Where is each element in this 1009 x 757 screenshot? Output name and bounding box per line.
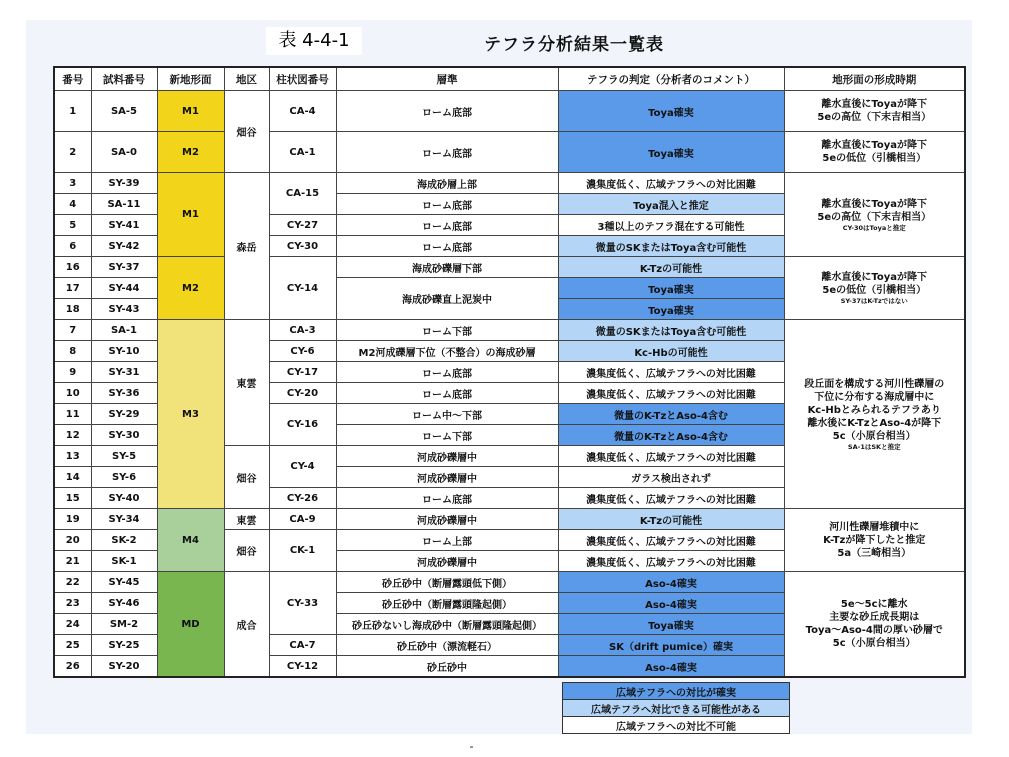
sample-id: SY-6	[91, 467, 157, 488]
formation-line: 5eの高位（下末吉相当）	[817, 211, 932, 223]
sample-id: SY-42	[91, 236, 157, 257]
formation-line: 離水直後にToyaが降下	[821, 99, 928, 110]
judgment-cell: 微量のSKまたはToya含む可能性	[558, 236, 784, 257]
table-number-label: 表 4-4-1	[266, 27, 362, 55]
layer-cell: ローム下部	[336, 425, 558, 446]
formation-line: 5eの低位（引橋相当）	[822, 153, 927, 164]
row-number: 23	[54, 593, 91, 614]
sample-id: SM-2	[91, 614, 157, 635]
layer-cell: 河成砂礫層中	[336, 446, 558, 467]
district-cell: 森岳	[224, 173, 269, 320]
sample-id: SY-10	[91, 341, 157, 362]
formation-line: 5eの低位（引橋相当）	[822, 285, 927, 296]
sample-id: SK-2	[91, 530, 157, 551]
layer-cell: 海成砂層上部	[336, 173, 558, 194]
row-number: 19	[54, 509, 91, 530]
sample-id: SY-30	[91, 425, 157, 446]
sample-id: SY-36	[91, 383, 157, 404]
judgment-cell: Toya確実	[558, 91, 784, 132]
row-number: 2	[54, 132, 91, 173]
formation-line: 主要な砂丘成長期は	[829, 612, 920, 623]
judgment-cell: Aso-4確実	[558, 593, 784, 614]
layer-cell: ローム底部	[336, 488, 558, 509]
formation-line: 離水直後にToyaが降下	[821, 272, 928, 283]
surface-cell: M1	[157, 173, 224, 257]
surface-cell: M1	[157, 91, 224, 132]
layer-cell: ローム上部	[336, 530, 558, 551]
column-cell: CY-4	[269, 446, 336, 488]
sample-id: SA-1	[91, 320, 157, 341]
formation-cell	[784, 173, 965, 257]
judgment-cell: Toya確実	[558, 299, 784, 320]
layer-cell: 海成砂礫層下部	[336, 257, 558, 278]
judgment-cell: Toya混入と推定	[558, 194, 784, 215]
formation-line: 5c（小原台相当）	[832, 638, 916, 649]
column-cell: CY-30	[269, 236, 336, 257]
column-cell: CY-33	[269, 572, 336, 635]
layer-cell: 砂丘砂中	[336, 656, 558, 678]
column-cell: CY-6	[269, 341, 336, 362]
judgment-cell: 微量のK-TzとAso-4含む	[558, 425, 784, 446]
sample-id: SY-37	[91, 257, 157, 278]
formation-line: 離水直後にToyaが降下	[821, 198, 928, 210]
judgment-cell: 濃集度低く、広域テフラへの対比困難	[558, 530, 784, 551]
formation-line: Toya～Aso-4間の厚い砂層で	[805, 625, 943, 636]
formation-cell	[784, 320, 965, 509]
judgment-cell: K-Tzの可能性	[558, 509, 784, 530]
formation-cell	[784, 257, 965, 320]
column-cell: CA-4	[269, 91, 336, 132]
column-cell: CA-3	[269, 320, 336, 341]
sample-id: SY-41	[91, 215, 157, 236]
layer-cell: ローム底部	[336, 132, 558, 173]
layer-cell: 河成砂礫層中	[336, 509, 558, 530]
sample-id: SY-43	[91, 299, 157, 320]
sample-id: SY-31	[91, 362, 157, 383]
row-number: 8	[54, 341, 91, 362]
row-number: 24	[54, 614, 91, 635]
judgment-cell: Aso-4確実	[558, 572, 784, 593]
surface-cell: M2	[157, 257, 224, 320]
judgment-cell: K-Tzの可能性	[558, 257, 784, 278]
stray-mark	[470, 746, 473, 748]
surface-cell: M4	[157, 509, 224, 572]
header-no: 番号	[54, 67, 91, 91]
column-cell: CY-16	[269, 404, 336, 446]
sample-id: SA-5	[91, 91, 157, 132]
formation-line: 5eの高位（下末吉相当）	[817, 112, 932, 123]
formation-line: 段丘面を構成する河川性礫層の	[804, 378, 945, 390]
formation-line: 5e～5cに離水	[840, 599, 908, 610]
judgment-cell: Toya確実	[558, 614, 784, 635]
district-cell: 畑谷	[224, 91, 269, 173]
district-cell: 畑谷	[224, 446, 269, 509]
tephra-results-table	[53, 66, 966, 678]
row-number: 9	[54, 362, 91, 383]
table-row	[54, 509, 965, 530]
judgment-cell: 濃集度低く、広域テフラへの対比困難	[558, 173, 784, 194]
surface-cell: M3	[157, 320, 224, 509]
table-row	[54, 257, 965, 278]
judgment-cell: 濃集度低く、広域テフラへの対比困難	[558, 383, 784, 404]
row-number: 1	[54, 91, 91, 132]
formation-note: SY-37はK-Tzではない	[840, 297, 908, 305]
legend-row	[563, 683, 790, 700]
formation-note: CY-30はToyaと推定	[842, 223, 906, 232]
column-cell: CY-14	[269, 257, 336, 320]
header-layer: 層準	[336, 67, 558, 91]
sample-id: SY-34	[91, 509, 157, 530]
judgment-cell: 3種以上のテフラ混在する可能性	[558, 215, 784, 236]
judgment-cell: Kc-Hbの可能性	[558, 341, 784, 362]
header-column: 柱状図番号	[269, 67, 336, 91]
judgment-cell: ガラス検出されず	[558, 467, 784, 488]
document-title: テフラ分析結果一覧表	[484, 35, 664, 55]
formation-cell	[784, 91, 965, 132]
row-number: 21	[54, 551, 91, 572]
legend-possible: 広域テフラへ対比できる可能性がある	[563, 700, 790, 717]
table-header-row	[54, 67, 965, 91]
legend-none: 広域テフラへの対比不可能	[563, 717, 790, 734]
layer-cell: ローム底部	[336, 236, 558, 257]
sample-id: SY-40	[91, 488, 157, 509]
formation-line: 5a（三崎相当）	[837, 547, 912, 559]
layer-cell: ローム底部	[336, 215, 558, 236]
color-legend	[562, 682, 790, 734]
sample-id: SY-45	[91, 572, 157, 593]
column-cell: CY-27	[269, 215, 336, 236]
column-cell: CY-12	[269, 656, 336, 678]
layer-cell: ローム底部	[336, 362, 558, 383]
judgment-cell: 微量のSKまたはToya含む可能性	[558, 320, 784, 341]
layer-cell: ローム下部	[336, 320, 558, 341]
formation-line: K-Tzが降下したと推定	[823, 534, 926, 546]
layer-cell: 砂丘砂中（断層露頭低下側）	[336, 572, 558, 593]
table-row	[54, 173, 965, 194]
formation-cell	[784, 509, 965, 572]
sample-id: SY-20	[91, 656, 157, 678]
formation-line: 5c（小原台相当）	[832, 430, 916, 442]
row-number: 7	[54, 320, 91, 341]
table-row	[54, 320, 965, 341]
row-number: 18	[54, 299, 91, 320]
judgment-cell: 濃集度低く、広域テフラへの対比困難	[558, 362, 784, 383]
row-number: 6	[54, 236, 91, 257]
table-row	[54, 572, 965, 593]
header-district: 地区	[224, 67, 269, 91]
judgment-cell: Toya確実	[558, 132, 784, 173]
judgment-cell: 濃集度低く、広域テフラへの対比困難	[558, 446, 784, 467]
row-number: 5	[54, 215, 91, 236]
formation-line: 離水直後にToyaが降下	[821, 140, 928, 151]
layer-cell: ローム底部	[336, 91, 558, 132]
column-cell: CK-1	[269, 530, 336, 572]
layer-cell: ローム中～下部	[336, 404, 558, 425]
layer-cell: ローム底部	[336, 383, 558, 404]
header-judgment: テフラの判定（分析者のコメント）	[558, 67, 784, 91]
row-number: 10	[54, 383, 91, 404]
layer-cell: 河成砂礫層中	[336, 467, 558, 488]
judgment-cell: Aso-4確実	[558, 656, 784, 678]
column-cell: CA-15	[269, 173, 336, 215]
row-number: 4	[54, 194, 91, 215]
layer-cell: M2河成礫層下位（不整合）の海成砂層	[336, 341, 558, 362]
judgment-cell: 微量のK-TzとAso-4含む	[558, 404, 784, 425]
legend-certain: 広域テフラへの対比が確実	[563, 683, 790, 700]
sample-id: SY-29	[91, 404, 157, 425]
judgment-cell: SK（drift pumice）確実	[558, 635, 784, 656]
sample-id: SY-5	[91, 446, 157, 467]
column-cell: CA-9	[269, 509, 336, 530]
row-number: 13	[54, 446, 91, 467]
row-number: 17	[54, 278, 91, 299]
layer-cell: 砂丘砂中（漂流軽石）	[336, 635, 558, 656]
row-number: 16	[54, 257, 91, 278]
layer-cell: 海成砂礫直上泥炭中	[336, 278, 558, 320]
row-number: 3	[54, 173, 91, 194]
district-cell: 東雲	[224, 320, 269, 446]
layer-cell: 砂丘砂中（断層露頭隆起側）	[336, 593, 558, 614]
district-cell: 畑谷	[224, 530, 269, 572]
table-row	[54, 91, 965, 132]
formation-cell	[784, 572, 965, 678]
sample-id: SA-11	[91, 194, 157, 215]
column-cell: CY-17	[269, 362, 336, 383]
sample-id: SY-39	[91, 173, 157, 194]
row-number: 20	[54, 530, 91, 551]
column-cell: CA-7	[269, 635, 336, 656]
row-number: 14	[54, 467, 91, 488]
layer-cell: 砂丘砂ないし海成砂中（断層露頭隆起側）	[336, 614, 558, 635]
sample-id: SK-1	[91, 551, 157, 572]
legend-row	[563, 700, 790, 717]
row-number: 11	[54, 404, 91, 425]
formation-note: SA-1はSKと推定	[847, 442, 901, 451]
layer-cell: 河成砂礫層中	[336, 551, 558, 572]
district-cell: 成合	[224, 572, 269, 678]
formation-cell	[784, 132, 965, 173]
formation-line: Kc-Hbとみられるテフラあり	[807, 404, 941, 416]
column-cell: CY-26	[269, 488, 336, 509]
row-number: 15	[54, 488, 91, 509]
row-number: 25	[54, 635, 91, 656]
surface-cell: MD	[157, 572, 224, 678]
row-number: 12	[54, 425, 91, 446]
header-formation: 地形面の形成時期	[784, 67, 965, 91]
column-cell: CA-1	[269, 132, 336, 173]
row-number: 26	[54, 656, 91, 678]
sample-id: SA-0	[91, 132, 157, 173]
header-surface: 新地形面	[157, 67, 224, 91]
layer-cell: ローム底部	[336, 194, 558, 215]
formation-line: 河川性礫層堆積中に	[829, 521, 920, 533]
judgment-cell: 濃集度低く、広域テフラへの対比困難	[558, 488, 784, 509]
district-cell: 東雲	[224, 509, 269, 530]
surface-cell: M2	[157, 132, 224, 173]
sample-id: SY-46	[91, 593, 157, 614]
header-sample: 試料番号	[91, 67, 157, 91]
sample-id: SY-44	[91, 278, 157, 299]
formation-line: 離水後にK-TzとAso-4が降下	[807, 417, 942, 429]
sample-id: SY-25	[91, 635, 157, 656]
formation-line: 下位に分布する海成層中に	[814, 391, 935, 403]
judgment-cell: 濃集度低く、広域テフラへの対比困難	[558, 551, 784, 572]
legend-row	[563, 717, 790, 734]
judgment-cell: Toya確実	[558, 278, 784, 299]
column-cell: CY-20	[269, 383, 336, 404]
table-row	[54, 132, 965, 173]
row-number: 22	[54, 572, 91, 593]
